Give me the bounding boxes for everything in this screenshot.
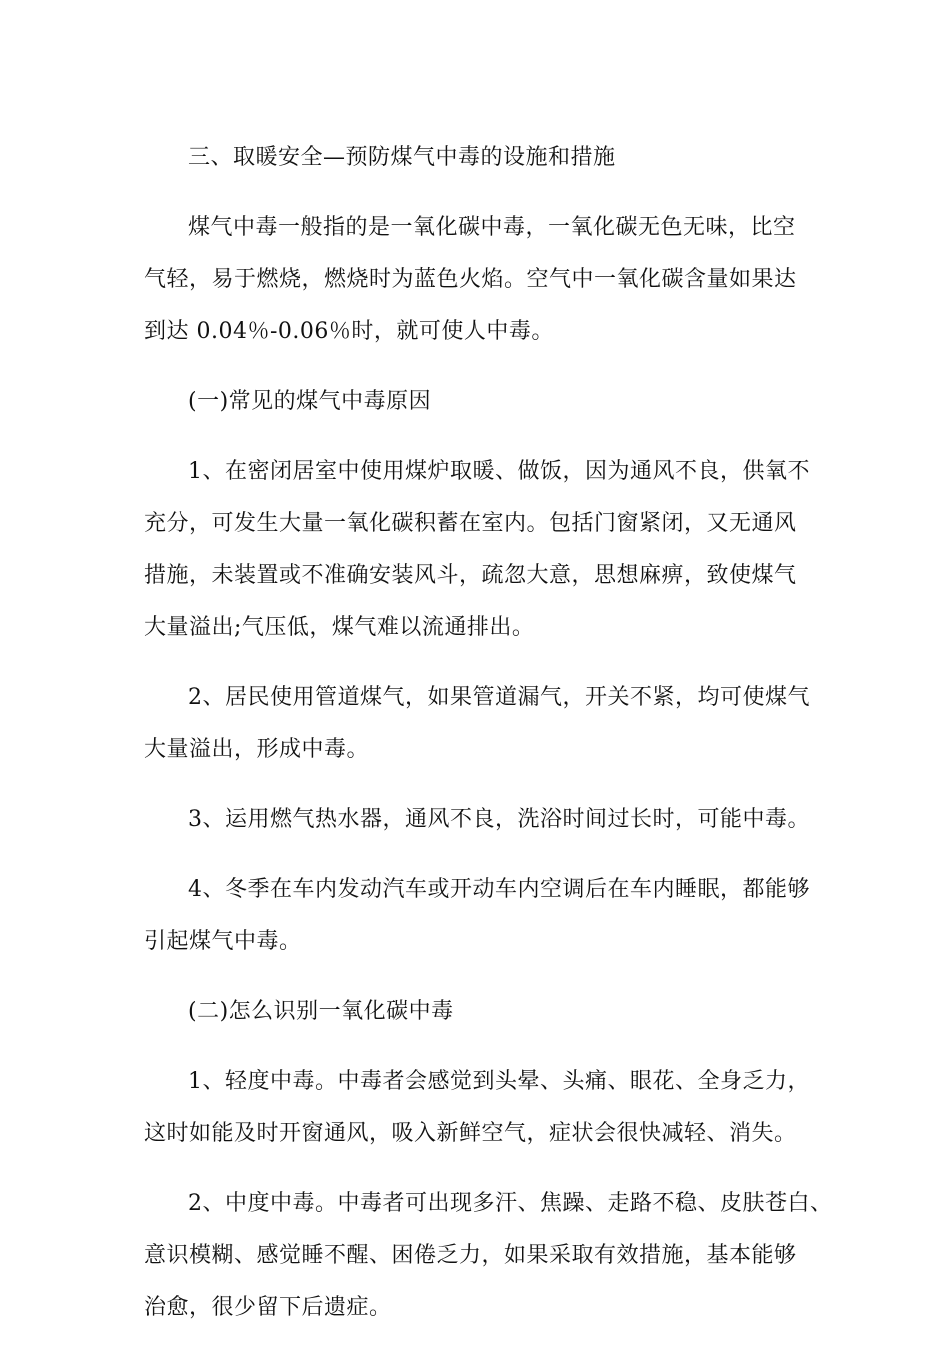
text-line: (一)常见的煤气中毒原因 <box>188 389 432 414</box>
text-line: 1、轻度中毒。中毒者会感觉到头晕、头痛、眼花、全身乏力， <box>188 1069 810 1094</box>
text-line: 意识模糊、感觉睡不醒、困倦乏力，如果采取有效措施，基本能够 <box>144 1243 797 1268</box>
text-line: 到达 0.04％-0.06％时，就可使人中毒。 <box>144 319 554 344</box>
text-line: 3、运用燃气热水器，通风不良，洗浴时间过长时，可能中毒。 <box>188 807 810 832</box>
paragraph-intro <box>144 202 824 358</box>
paragraph-moderate <box>144 1178 833 1334</box>
paragraph-mild <box>144 1056 824 1160</box>
paragraph-cause-3 <box>144 794 824 846</box>
text-line: 煤气中毒一般指的是一氧化碳中毒，一氧化碳无色无味，比空 <box>188 215 796 240</box>
text-line: 措施，未装置或不准确安装风斗，疏忽大意，思想麻痹，致使煤气 <box>144 563 797 588</box>
text-line: 大量溢出，形成中毒。 <box>144 737 370 762</box>
text-line: 2、居民使用管道煤气，如果管道漏气，开关不紧，均可使煤气 <box>188 685 810 710</box>
text-line: 这时如能及时开窗通风，吸入新鲜空气，症状会很快减轻、消失。 <box>144 1121 797 1146</box>
text-line: 气轻，易于燃烧，燃烧时为蓝色火焰。空气中一氧化碳含量如果达 <box>144 267 797 292</box>
text-line: 大量溢出;气压低，煤气难以流通排出。 <box>144 615 535 640</box>
subsection-heading-causes <box>144 376 824 428</box>
paragraph-cause-1 <box>144 446 824 654</box>
paragraph-cause-4 <box>144 864 824 968</box>
section-heading <box>144 132 824 184</box>
text-line: 1、在密闭居室中使用煤炉取暖、做饭，因为通风不良，供氧不 <box>188 459 810 484</box>
text-line: 引起煤气中毒。 <box>144 929 302 954</box>
paragraph-cause-2 <box>144 672 824 776</box>
text-line: 三、取暖安全—预防煤气中毒的设施和措施 <box>188 145 616 170</box>
text-line: 充分，可发生大量一氧化碳积蓄在室内。包括门窗紧闭，又无通风 <box>144 511 797 536</box>
text-line: (二)怎么识别一氧化碳中毒 <box>188 999 454 1024</box>
subsection-heading-identify <box>144 986 824 1038</box>
document-body <box>144 132 833 1352</box>
text-line: 2、中度中毒。中毒者可出现多汗、焦躁、走路不稳、皮肤苍白、 <box>188 1191 833 1216</box>
text-line: 治愈，很少留下后遗症。 <box>144 1295 392 1320</box>
text-line: 4、冬季在车内发动汽车或开动车内空调后在车内睡眠，都能够 <box>188 877 810 902</box>
